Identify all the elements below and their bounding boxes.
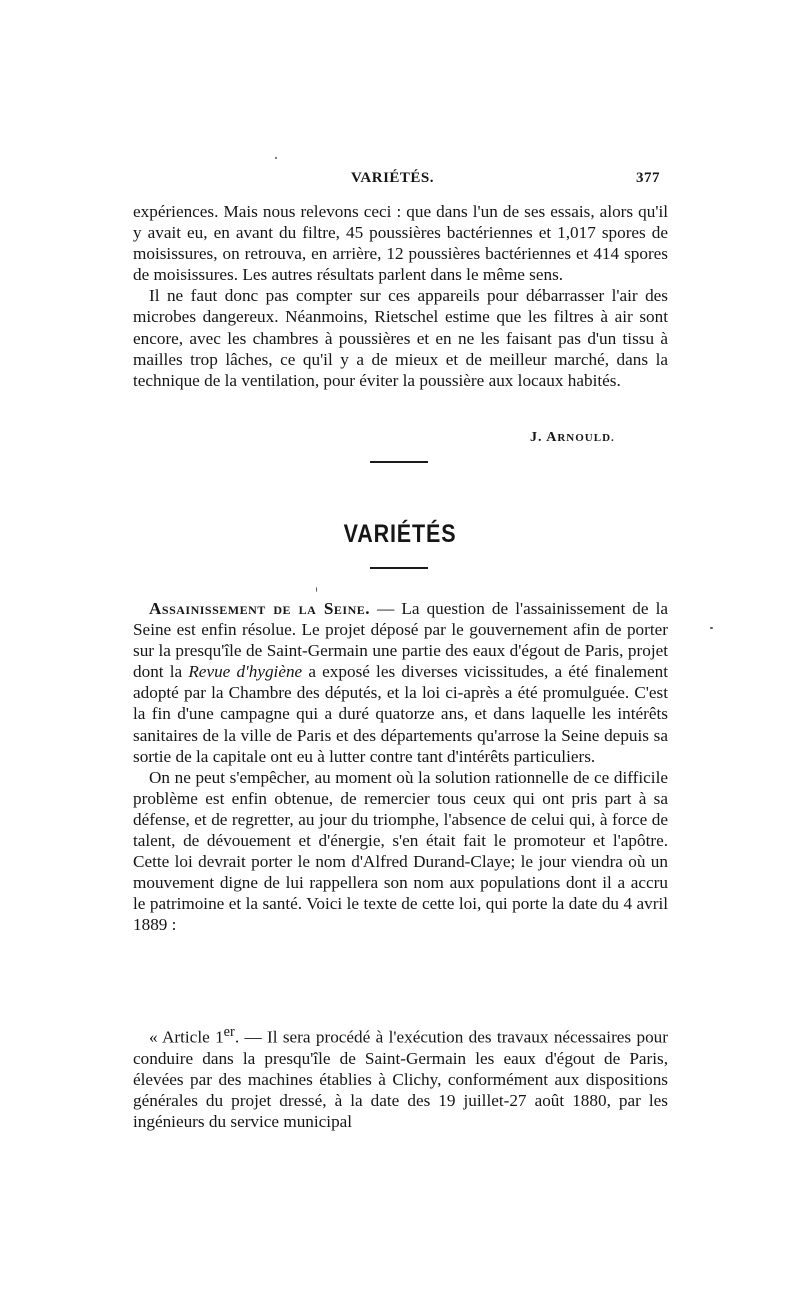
title-underline	[370, 567, 428, 569]
print-speck	[710, 627, 713, 629]
print-speck	[316, 587, 317, 592]
signature-rest: RNOULD.	[557, 432, 615, 444]
section-divider	[370, 461, 428, 463]
running-title: VARIÉTÉS.	[351, 170, 435, 186]
section-title: VARIÉTÉS	[343, 520, 457, 548]
paragraph: expériences. Mais nous relevons ceci : que dans l'un de ses essais, alors qu'il y avait eu, en avant du filtre, 45 poussières bactériennes et 1,017 spores de moisissures, on retrouva, en arrière, 12 poussières bactériennes et 414 spores de moisissures. Les autres résultats parlent dans le même sens.	[133, 202, 668, 285]
page-header	[133, 170, 660, 194]
signature-initial: J. A	[530, 430, 558, 445]
previous-article-text	[133, 201, 668, 391]
paragraph-text-cont: a exposé les diverses vicissitudes, a été finalement adopté par la Chambre des députés, et la loi ci-après a été promulguée. C'est la fin d'une campagne qui a duré quatorze ans, et dans laquelle les intérêts sanitaires de la ville de Paris et des départements qu'arrose la Seine depuis sa sortie de la capitale ont eu à lutter contre tant d'intérêts particuliers.	[133, 662, 668, 766]
article-text	[133, 598, 668, 936]
page-number: 377	[636, 170, 660, 186]
paragraph: Il ne faut donc pas compter sur ces appareils pour débarrasser l'air des microbes dangereux. Néanmoins, Rietschel estime que les filtres à air sont encore, avec les chambres à poussières et en ne les faisant pas d'un tissu à mailles trop lâches, ce qu'il y a de mieux et de meilleur marché, dans la technique de la ventilation, pour éviter la poussière aux locaux habités.	[133, 286, 668, 390]
author-signature	[530, 430, 615, 446]
paragraph-text: — La question de l'assainissement de la Seine est enfin résolue. Le projet déposé par le gouvernement afin de porter sur la presqu'île de Saint-Germain une partie des eaux d'égout de Paris, projet dont la	[133, 599, 668, 682]
law-article-label: « Article 1	[149, 1027, 224, 1047]
paragraph: On ne peut s'empêcher, au moment où la solution rationnelle de ce difficile problème est enfin obtenue, de remercier tous ceux qui ont pris part à sa défense, et de regretter, au jour du triomphe, l'absence de celui qui, à force de talent, de dévouement et d'énergie, s'en était fait le promoteur et l'apôtre. Cette loi devrait porter le nom d'Alfred Durand-Claye; le jour viendra où un mouvement digne de lui rappellera son nom aux populations dont il a accru le patrimoine et la santé. Voici le texte de cette loi, qui porte la date du 4 avril 1889 :	[133, 767, 668, 935]
law-text	[133, 1022, 668, 1132]
law-article-1	[133, 1022, 668, 1132]
journal-title: Revue d'hygiène	[188, 662, 303, 682]
ordinal-superscript: er	[223, 1024, 235, 1040]
paragraph	[133, 598, 668, 767]
print-speck	[275, 157, 277, 159]
article-title: Assainissement de la Seine.	[149, 599, 371, 618]
law-article-text: . — Il sera procédé à l'exécution des travaux nécessaires pour conduire dans la presqu'île de Saint-Germain les eaux d'égout de Paris, élevées par des machines établies à Clichy, conformément aux dispositions générales du projet dressé, à la date des 19 juillet-27 août 1880, par les ingénieurs du service municipal	[133, 1027, 668, 1132]
